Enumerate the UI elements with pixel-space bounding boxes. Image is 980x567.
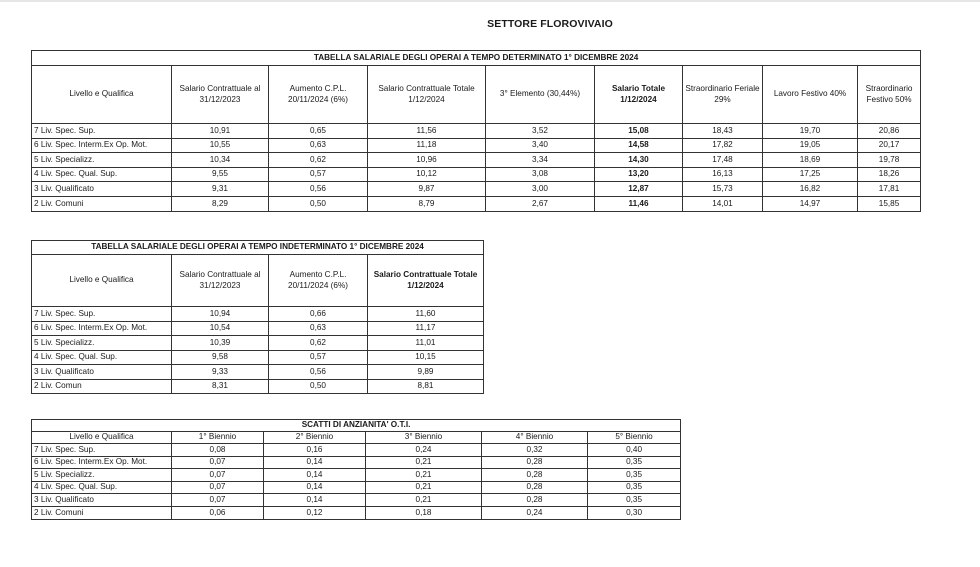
value-cell: 11,01 bbox=[368, 336, 484, 351]
value-cell: 10,12 bbox=[368, 167, 486, 182]
value-cell: 18,43 bbox=[683, 124, 763, 139]
value-cell: 8,31 bbox=[172, 379, 269, 394]
col-header-livello: Livello e Qualifica bbox=[32, 255, 172, 307]
value-cell: 0,35 bbox=[588, 481, 681, 494]
col-header-salario-2023: Salario Contrattuale al 31/12/2023 bbox=[172, 255, 269, 307]
row-label-livello: 5 Liv. Specializz. bbox=[32, 469, 172, 482]
value-cell: 19,05 bbox=[763, 138, 858, 153]
row-label-livello: 4 Liv. Spec. Qual. Sup. bbox=[32, 481, 172, 494]
row-label-livello: 5 Liv. Specializz. bbox=[32, 336, 172, 351]
value-cell: 11,17 bbox=[368, 321, 484, 336]
value-cell: 0,28 bbox=[482, 481, 588, 494]
value-cell: 0,14 bbox=[264, 494, 366, 507]
row-label-livello: 7 Liv. Spec. Sup. bbox=[32, 124, 172, 139]
table-row bbox=[32, 196, 921, 211]
col-header-salario-2023: Salario Contrattuale al 31/12/2023 bbox=[172, 66, 269, 124]
table-row bbox=[32, 153, 921, 168]
value-cell: 17,82 bbox=[683, 138, 763, 153]
table-title: TABELLA SALARIALE DEGLI OPERAI A TEMPO DETERMINATO 1° DICEMBRE 2024 bbox=[32, 51, 921, 66]
value-cell: 0,50 bbox=[269, 196, 368, 211]
value-cell: 20,17 bbox=[858, 138, 921, 153]
value-cell: 16,82 bbox=[763, 182, 858, 197]
value-cell: 0,30 bbox=[588, 506, 681, 519]
col-header-salario-totale: Salario Totale 1/12/2024 bbox=[595, 66, 683, 124]
value-cell: 0,56 bbox=[269, 365, 368, 380]
table-title: TABELLA SALARIALE DEGLI OPERAI A TEMPO INDETERMINATO 1° DICEMBRE 2024 bbox=[32, 241, 484, 255]
value-cell: 3,34 bbox=[486, 153, 595, 168]
col-header-salario-totale-contrattuale: Salario Contrattuale Totale 1/12/2024 bbox=[368, 66, 486, 124]
table-row bbox=[32, 494, 681, 507]
value-cell: 0,57 bbox=[269, 350, 368, 365]
value-cell: 15,73 bbox=[683, 182, 763, 197]
value-cell: 14,97 bbox=[763, 196, 858, 211]
col-header-terzo-elemento: 3° Elemento (30,44%) bbox=[486, 66, 595, 124]
table-row bbox=[32, 506, 681, 519]
value-cell: 8,79 bbox=[368, 196, 486, 211]
value-cell: 0,14 bbox=[264, 481, 366, 494]
value-cell: 3,52 bbox=[486, 124, 595, 139]
value-cell: 8,29 bbox=[172, 196, 269, 211]
value-cell: 13,20 bbox=[595, 167, 683, 182]
value-cell: 18,26 bbox=[858, 167, 921, 182]
row-label-livello: 3 Liv. Qualificato bbox=[32, 494, 172, 507]
value-cell: 3,08 bbox=[486, 167, 595, 182]
value-cell: 0,14 bbox=[264, 456, 366, 469]
col-header-biennio-3: 3° Biennio bbox=[366, 432, 482, 444]
table-row bbox=[32, 167, 921, 182]
table-row bbox=[32, 182, 921, 197]
row-label-livello: 3 Liv. Qualificato bbox=[32, 182, 172, 197]
table-row bbox=[32, 456, 681, 469]
row-label-livello: 3 Liv. Qualificato bbox=[32, 365, 172, 380]
value-cell: 10,15 bbox=[368, 350, 484, 365]
value-cell: 16,13 bbox=[683, 167, 763, 182]
value-cell: 0,06 bbox=[172, 506, 264, 519]
value-cell: 14,58 bbox=[595, 138, 683, 153]
value-cell: 3,00 bbox=[486, 182, 595, 197]
table-row bbox=[32, 444, 681, 457]
value-cell: 0,28 bbox=[482, 456, 588, 469]
value-cell: 9,55 bbox=[172, 167, 269, 182]
col-header-biennio-2: 2° Biennio bbox=[264, 432, 366, 444]
col-header-livello: Livello e Qualifica bbox=[32, 66, 172, 124]
value-cell: 19,70 bbox=[763, 124, 858, 139]
row-label-livello: 2 Liv. Comuni bbox=[32, 506, 172, 519]
value-cell: 0,66 bbox=[269, 307, 368, 322]
table-row bbox=[32, 481, 681, 494]
value-cell: 2,67 bbox=[486, 196, 595, 211]
value-cell: 18,69 bbox=[763, 153, 858, 168]
value-cell: 9,58 bbox=[172, 350, 269, 365]
value-cell: 0,24 bbox=[366, 444, 482, 457]
value-cell: 8,81 bbox=[368, 379, 484, 394]
value-cell: 0,57 bbox=[269, 167, 368, 182]
table-tempo-indeterminato bbox=[31, 240, 484, 394]
value-cell: 0,21 bbox=[366, 456, 482, 469]
col-header-livello: Livello e Qualifica bbox=[32, 432, 172, 444]
value-cell: 0,35 bbox=[588, 469, 681, 482]
value-cell: 0,07 bbox=[172, 456, 264, 469]
top-divider bbox=[0, 0, 980, 2]
value-cell: 10,91 bbox=[172, 124, 269, 139]
value-cell: 10,54 bbox=[172, 321, 269, 336]
table-row bbox=[32, 365, 484, 380]
value-cell: 9,87 bbox=[368, 182, 486, 197]
value-cell: 17,81 bbox=[858, 182, 921, 197]
value-cell: 14,30 bbox=[595, 153, 683, 168]
col-header-biennio-4: 4° Biennio bbox=[482, 432, 588, 444]
col-header-salario-totale-contrattuale: Salario Contrattuale Totale 1/12/2024 bbox=[368, 255, 484, 307]
table-row bbox=[32, 124, 921, 139]
header-row bbox=[32, 66, 921, 124]
table-scatti-anzianita bbox=[31, 419, 681, 520]
value-cell: 11,18 bbox=[368, 138, 486, 153]
value-cell: 10,96 bbox=[368, 153, 486, 168]
value-cell: 10,34 bbox=[172, 153, 269, 168]
table-row bbox=[32, 350, 484, 365]
table-tempo-determinato bbox=[31, 50, 921, 212]
col-header-biennio-5: 5° Biennio bbox=[588, 432, 681, 444]
value-cell: 9,33 bbox=[172, 365, 269, 380]
value-cell: 9,89 bbox=[368, 365, 484, 380]
col-header-biennio-1: 1° Biennio bbox=[172, 432, 264, 444]
value-cell: 0,40 bbox=[588, 444, 681, 457]
value-cell: 0,08 bbox=[172, 444, 264, 457]
value-cell: 0,07 bbox=[172, 481, 264, 494]
value-cell: 11,56 bbox=[368, 124, 486, 139]
value-cell: 15,08 bbox=[595, 124, 683, 139]
value-cell: 11,46 bbox=[595, 196, 683, 211]
table-row bbox=[32, 379, 484, 394]
table-row bbox=[32, 469, 681, 482]
row-label-livello: 7 Liv. Spec. Sup. bbox=[32, 307, 172, 322]
row-label-livello: 6 Liv. Spec. Interm.Ex Op. Mot. bbox=[32, 321, 172, 336]
value-cell: 0,63 bbox=[269, 321, 368, 336]
table-row bbox=[32, 321, 484, 336]
col-header-straordinario-feriale: Straordinario Feriale 29% bbox=[683, 66, 763, 124]
row-label-livello: 4 Liv. Spec. Qual. Sup. bbox=[32, 350, 172, 365]
value-cell: 0,35 bbox=[588, 456, 681, 469]
value-cell: 15,85 bbox=[858, 196, 921, 211]
value-cell: 0,14 bbox=[264, 469, 366, 482]
value-cell: 0,24 bbox=[482, 506, 588, 519]
value-cell: 0,21 bbox=[366, 469, 482, 482]
value-cell: 0,18 bbox=[366, 506, 482, 519]
value-cell: 19,78 bbox=[858, 153, 921, 168]
value-cell: 3,40 bbox=[486, 138, 595, 153]
value-cell: 0,21 bbox=[366, 494, 482, 507]
col-header-aumento-cpl: Aumento C.P.L. 20/11/2024 (6%) bbox=[269, 255, 368, 307]
value-cell: 9,31 bbox=[172, 182, 269, 197]
value-cell: 10,39 bbox=[172, 336, 269, 351]
table-row bbox=[32, 307, 484, 322]
row-label-livello: 6 Liv. Spec. Interm.Ex Op. Mot. bbox=[32, 138, 172, 153]
row-label-livello: 2 Liv. Comuni bbox=[32, 196, 172, 211]
value-cell: 0,32 bbox=[482, 444, 588, 457]
value-cell: 17,25 bbox=[763, 167, 858, 182]
value-cell: 0,07 bbox=[172, 494, 264, 507]
col-header-lavoro-festivo: Lavoro Festivo 40% bbox=[763, 66, 858, 124]
row-label-livello: 7 Liv. Spec. Sup. bbox=[32, 444, 172, 457]
value-cell: 0,28 bbox=[482, 469, 588, 482]
row-label-livello: 2 Liv. Comun bbox=[32, 379, 172, 394]
value-cell: 0,21 bbox=[366, 481, 482, 494]
row-label-livello: 5 Liv. Specializz. bbox=[32, 153, 172, 168]
value-cell: 0,16 bbox=[264, 444, 366, 457]
value-cell: 0,63 bbox=[269, 138, 368, 153]
value-cell: 0,65 bbox=[269, 124, 368, 139]
col-header-aumento-cpl: Aumento C.P.L. 20/11/2024 (6%) bbox=[269, 66, 368, 124]
row-label-livello: 4 Liv. Spec. Qual. Sup. bbox=[32, 167, 172, 182]
value-cell: 0,35 bbox=[588, 494, 681, 507]
header-row bbox=[32, 432, 681, 444]
value-cell: 10,55 bbox=[172, 138, 269, 153]
value-cell: 0,07 bbox=[172, 469, 264, 482]
value-cell: 12,87 bbox=[595, 182, 683, 197]
value-cell: 0,12 bbox=[264, 506, 366, 519]
row-label-livello: 6 Liv. Spec. Interm.Ex Op. Mot. bbox=[32, 456, 172, 469]
value-cell: 0,62 bbox=[269, 153, 368, 168]
header-row bbox=[32, 255, 484, 307]
value-cell: 10,94 bbox=[172, 307, 269, 322]
value-cell: 0,50 bbox=[269, 379, 368, 394]
table-row bbox=[32, 336, 484, 351]
value-cell: 11,60 bbox=[368, 307, 484, 322]
value-cell: 17,48 bbox=[683, 153, 763, 168]
table-title: SCATTI DI ANZIANITA' O.T.I. bbox=[32, 420, 681, 432]
col-header-straordinario-festivo: Straordinario Festivo 50% bbox=[858, 66, 921, 124]
value-cell: 0,62 bbox=[269, 336, 368, 351]
value-cell: 14,01 bbox=[683, 196, 763, 211]
value-cell: 0,28 bbox=[482, 494, 588, 507]
table-row bbox=[32, 138, 921, 153]
page-title: SETTORE FLOROVIVAIO bbox=[487, 18, 613, 30]
value-cell: 0,56 bbox=[269, 182, 368, 197]
value-cell: 20,86 bbox=[858, 124, 921, 139]
